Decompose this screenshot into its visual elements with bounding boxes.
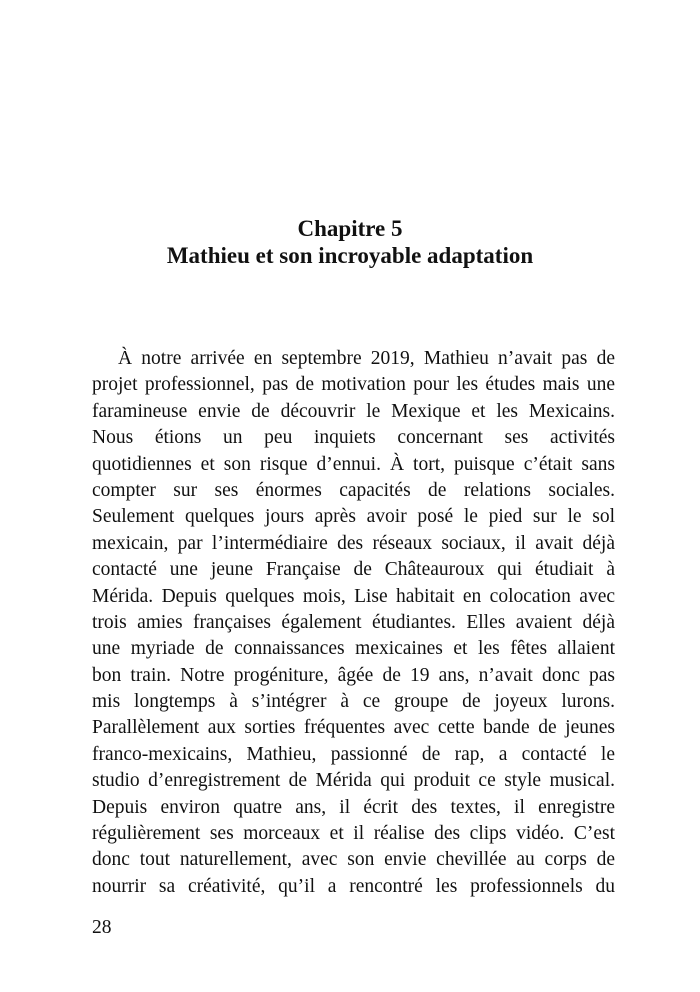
paragraph-line: projet professionnel, pas de motivation pour les études mais une (92, 374, 615, 396)
paragraph-line: nourrir sa créativité, qu’il a rencontré les professionnels du (92, 875, 615, 897)
paragraph-line: régulièrement ses morceaux et il réalise des clips vidéo. C’est (92, 823, 615, 845)
paragraph-line: une myriade de connaissances mexicaines et les fêtes allaient (92, 638, 615, 660)
paragraph-line: bon train. Notre progéniture, âgée de 19 ans, n’avait donc pas (92, 664, 615, 686)
paragraph-line: studio d’enregistrement de Mérida qui produit ce style musical. (92, 770, 615, 792)
paragraph-line: mexicain, par l’intermédiaire des réseaux sociaux, il avait déjà (92, 532, 615, 554)
chapter-body-paragraph (92, 346, 615, 900)
paragraph-line: Nous étions un peu inquiets concernant ses activités (92, 427, 615, 449)
paragraph-line: compter sur ses énormes capacités de relations sociales. (92, 479, 615, 501)
paragraph-line: À notre arrivée en septembre 2019, Mathieu n’avait pas de (118, 348, 615, 369)
paragraph-line: faramineuse envie de découvrir le Mexique et les Mexicains. (92, 400, 615, 422)
paragraph-line: Depuis environ quatre ans, il écrit des textes, il enregistre (92, 796, 615, 818)
paragraph-line: quotidiennes et son risque d’ennui. À tort, puisque c’était sans (92, 453, 615, 475)
paragraph-line: Mérida. Depuis quelques mois, Lise habitait en colocation avec (92, 585, 615, 607)
paragraph-line: trois amies françaises également étudiantes. Elles avaient déjà (92, 611, 615, 633)
paragraph-line: Parallèlement aux sorties fréquentes avec cette bande de jeunes (92, 717, 615, 739)
paragraph-line: franco-mexicains, Mathieu, passionné de rap, a contacté le (92, 743, 615, 765)
paragraph-line: contacté une jeune Française de Châteauroux qui étudiait à (92, 559, 615, 581)
page-number: 28 (92, 917, 112, 938)
paragraph-line: mis longtemps à s’intégrer à ce groupe de joyeux lurons. (92, 691, 615, 713)
chapter-number: Chapitre 5 (297, 216, 403, 241)
paragraph-line: Seulement quelques jours après avoir posé le pied sur le sol (92, 506, 615, 528)
paragraph-line: donc tout naturellement, avec son envie chevillée au corps de (92, 849, 615, 871)
chapter-title: Mathieu et son incroyable adaptation (166, 243, 534, 268)
